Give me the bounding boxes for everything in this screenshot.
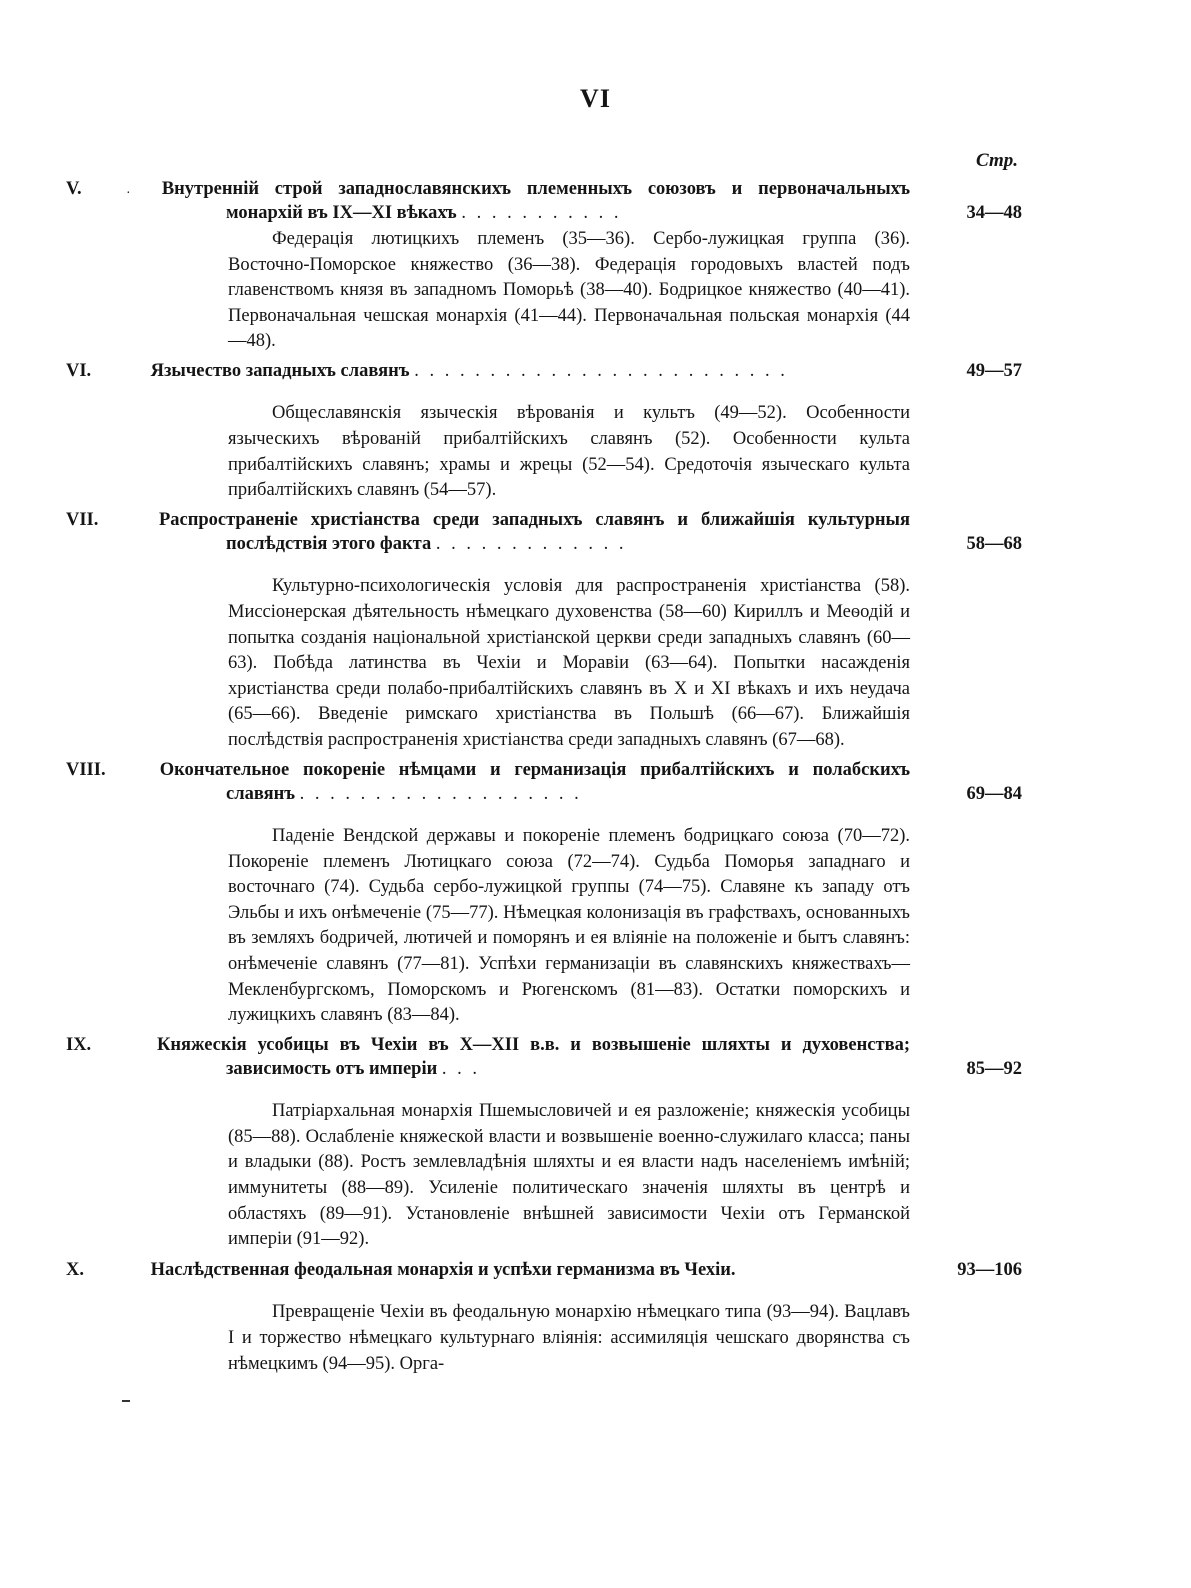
entry-pages: 49—57 — [966, 360, 1022, 381]
table-of-contents — [66, 177, 1022, 1377]
toc-entry — [66, 177, 1022, 355]
toc-entry — [66, 508, 1022, 754]
column-header-pages: Стр. — [976, 150, 1018, 171]
toc-entry — [66, 1258, 1022, 1377]
entry-heading: V. Внутреннiй строй западнославянскихъ племенныхъ союзовъ и первоначальныхъ монархiй въ IX—XI вѣкахъ . . . . . . . . . . . 34—48 — [66, 179, 1022, 223]
leader-dots: . . . . . . . . . . . . . . . . . . . . . . . . . — [414, 360, 788, 381]
entry-title: Окончательное покоренiе нѣмцами и германизацiя прибалтiйскихъ и полабскихъ славянъ — [159, 759, 910, 804]
leader-dots: . . . . . . . . . . . . . . . . . . . — [299, 783, 582, 804]
entry-pages: 34—48 — [966, 203, 1022, 223]
entry-title: Княжескiя усобицы въ Чехiи въ X—XII в.в. и возвышенiе шляхты и духовенства; зависимость отъ имперiи — [156, 1034, 910, 1079]
entry-heading: VI. Язычество западныхъ славянъ . . . . . . . . . . . . . . . . . . . . . . . . . 49—57 — [66, 360, 1022, 381]
entry-heading: VIII. Окончательное покоренiе нѣмцами и германизацiя прибалтiйскихъ и полабскихъ славянъ . . . . . . . . . . . . . . . . . . . 69—84 — [66, 759, 1022, 804]
entry-pages: 58—68 — [966, 533, 1022, 554]
leader-dots: . . . — [441, 1058, 480, 1079]
entry-heading: VII. Распространенiе христiанства среди западныхъ славянъ и ближайшiя культурныя послѣдствiя этого факта . . . . . . . . . . . . . 58—68 — [66, 509, 1022, 554]
entry-summary: Патрiархальная монархiя Пшемысловичей и ея разложенiе; княжескiя усобицы (85—88). Ослабленiе княжеской власти и возвышенiе военно-служилаго класса; паны и владыки (88). Ростъ землевладѣнiя шляхты и ея власти надъ населенiемъ имѣнiй; иммунитеты (88—89). Усиленiе политическаго значенiя шляхты въ центрѣ и областяхъ (89—91). Установленiе внѣшней зависимости Чехiи отъ Германской имперiи (91—92). — [228, 1101, 910, 1250]
entry-title: Язычество западныхъ славянъ — [150, 360, 410, 381]
entry-pages: 85—92 — [966, 1058, 1022, 1079]
leader-dots: . . . . . . . . . . . . . — [435, 533, 627, 554]
entry-summary: Федерацiя лютицкихъ племенъ (35—36). Сербо-лужицкая группа (36). Восточно-Поморское княжество (36—38). Федерацiя городовыхъ властей подъ главенствомъ князя въ западномъ Поморьѣ (38—40). Бодрицкое княжество (40—41). Первоначальная чешская монархiя (41—44). Первоначальная польская монархiя (44—48). — [228, 229, 910, 352]
entry-pages: 93—106 — [957, 1259, 1022, 1280]
entry-summary: Паденiе Вендской державы и покоренiе племенъ бодрицкаго союза (70—72). Покоренiе племенъ Лютицкаго союза (72—74). Судьба Поморья западнаго и восточнаго (74). Судьба сербо-лужицкой группы (74—75). Славяне къ западу отъ Эльбы и ихъ онѣмеченiе (75—77). Нѣмецкая колонизацiя въ графствахъ, основанныхъ въ земляхъ бодричей, лютичей и поморянъ и ея влiянiе на положенiе и бытъ славянъ: онѣмеченiе славянъ (77—81). Успѣхи германизацiи въ славянскихъ княжествахъ—Мекленбургскомъ, Поморскомъ и Рюгенскомъ (81—83). Остатки поморскихъ и лужицкихъ славянъ (83—84). — [228, 826, 910, 1026]
entry-summary: Общеславянскiя языческiя вѣрованiя и культъ (49—52). Особенности языческихъ вѣрованiй прибалтiйскихъ славянъ (52). Особенности культа прибалтiйскихъ славянъ; храмы и жрецы (52—54). Средоточiя языческаго культа прибалтiйскихъ славянъ (54—57). — [228, 403, 910, 501]
toc-entry — [66, 1033, 1022, 1253]
margin-mark — [122, 1400, 130, 1402]
entry-title: Наслѣдственная феодальная монархiя и успѣхи германизма въ Чехiи. — [150, 1259, 736, 1280]
toc-entry — [66, 758, 1022, 1029]
entry-heading: IX. Княжескiя усобицы въ Чехiи въ X—XII в.в. и возвышенiе шляхты и духовенства; зависимость отъ имперiи . . . 85—92 — [66, 1034, 1022, 1079]
entry-title: Внутреннiй строй западнославянскихъ племенныхъ союзовъ и первоначальныхъ монархiй въ IX—XI вѣкахъ — [161, 179, 910, 223]
entry-summary: Культурно-психологическiя условiя для распространенiя христiанства (58). Миссiонерская дѣятельность нѣмецкаго духовенства (58—60) Кириллъ и Меѳодiй и попытка созданiя нацiональной христiанской церкви среди западныхъ славянъ (60—63). Побѣда латинства въ Чехiи и Моравiи (63—64). Попытки насажденiя христiанства среди полабо-прибалтiйскихъ славянъ въ X и XI вѣкахъ и ихъ неудача (65—66). Введенiе римскаго христiанства въ Польшѣ (66—67). Ближайшiя послѣдствiя распространенiя христiанства среди западныхъ славянъ (67—68). — [228, 576, 910, 750]
toc-entry — [66, 359, 1022, 504]
entry-pages: 69—84 — [966, 783, 1022, 804]
margin-tick: · — [126, 186, 131, 201]
entry-summary: Превращенiе Чехiи въ феодальную монархiю нѣмецкаго типа (93—94). Вацлавъ I и торжество нѣмецкаго культурнаго влiянiя: ассимиляцiя чешскаго дворянства съ нѣмецкимъ (94—95). Орга- — [228, 1302, 910, 1374]
entry-heading: X. Наслѣдственная феодальная монархiя и успѣхи германизма въ Чехiи. 93—106 — [66, 1259, 1022, 1280]
page-number: VI — [580, 84, 611, 113]
leader-dots: . . . . . . . . . . . — [461, 203, 622, 223]
entry-title: Распространенiе христiанства среди западныхъ славянъ и ближайшiя культурныя послѣдствiя этого факта — [158, 509, 910, 554]
